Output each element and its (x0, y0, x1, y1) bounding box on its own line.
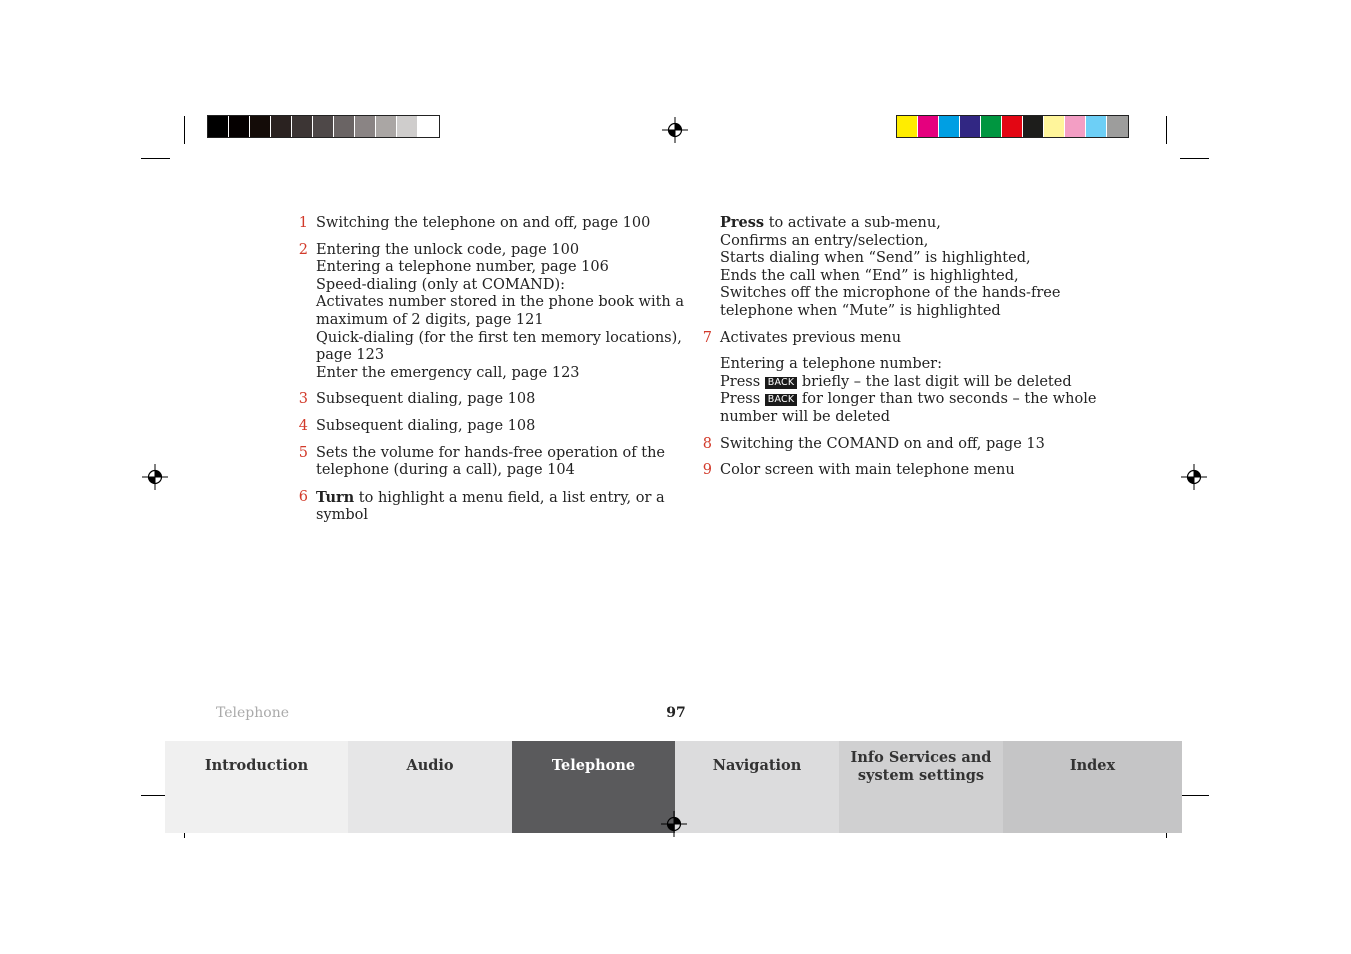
back-key-icon: BACK (765, 377, 798, 389)
tab-info-services[interactable] (839, 741, 1003, 833)
item-text: Activates previous menu (720, 329, 902, 346)
press-description (700, 214, 1100, 321)
item-number: 1 (298, 215, 308, 231)
list-item (296, 445, 666, 480)
item-text-rest: for longer than two seconds – the whole (797, 391, 1097, 408)
item-text: Switching the telephone on and off, page 100 (316, 215, 651, 231)
item-number: 3 (298, 391, 308, 408)
item-text-rest: to activate a sub-menu, (764, 215, 941, 231)
color-calibration-bar (896, 115, 1129, 138)
list-item (296, 241, 685, 383)
bold-keyword: Press (720, 214, 765, 231)
tab-telephone[interactable] (512, 741, 675, 833)
crop-mark (1166, 116, 1167, 144)
tab-navigation[interactable] (675, 741, 839, 833)
left-column (296, 215, 685, 534)
item-text (720, 374, 1100, 392)
list-item (296, 489, 666, 525)
item-text: symbol (316, 507, 369, 524)
item-number: 5 (298, 444, 308, 461)
item-text: Subsequent dialing, page 108 (316, 391, 536, 408)
list-item (296, 391, 666, 409)
item-text (316, 489, 666, 508)
crop-mark (1180, 795, 1209, 796)
list-item (700, 436, 1100, 454)
registration-mark-icon (142, 464, 168, 490)
item-text: Confirms an entry/selection, (720, 232, 929, 249)
item-text: Activates number stored in the phone book with a (316, 294, 685, 311)
item-text: telephone (during a call), page 104 (316, 462, 575, 479)
item-number: 2 (298, 241, 308, 258)
crop-mark (184, 116, 185, 144)
item-text: Entering a telephone number, page 106 (316, 259, 609, 276)
entering-number-description (700, 356, 1100, 426)
item-number: 9 (702, 462, 712, 479)
item-text-rest: to highlight a menu field, a list entry, or a (354, 489, 665, 506)
press-word: Press (720, 373, 761, 390)
tab-introduction[interactable] (165, 741, 348, 833)
item-text: Switches off the microphone of the hands-free (720, 285, 1061, 302)
item-text: Entering a telephone number: (720, 356, 942, 373)
list-item (700, 462, 1100, 480)
tab-label: Info Services and (850, 749, 992, 766)
item-text-rest: briefly – the last digit will be deleted (797, 373, 1072, 390)
item-text (720, 391, 1100, 409)
tab-label: Navigation (712, 757, 802, 774)
registration-mark-icon (1181, 464, 1207, 490)
item-text: Switching the COMAND on and off, page 13 (720, 435, 1045, 452)
press-word: Press (720, 391, 761, 408)
section-label: Telephone (216, 705, 290, 721)
tab-label: Introduction (204, 757, 309, 774)
crop-mark (1180, 158, 1209, 159)
tab-label: Audio (406, 757, 454, 774)
item-text: Speed-dialing (only at COMAND): (316, 276, 566, 293)
list-item (700, 330, 1100, 348)
item-text: Ends the call when “End” is highlighted, (720, 267, 1019, 284)
tab-label: system settings (857, 767, 985, 784)
item-text: maximum of 2 digits, page 121 (316, 311, 544, 328)
bold-keyword: Turn (316, 488, 355, 506)
item-text (720, 214, 1100, 233)
item-text: telephone when “Mute” is highlighted (720, 302, 1001, 319)
item-text: Entering the unlock code, page 100 (316, 241, 580, 258)
item-number: 6 (298, 488, 308, 505)
item-text: Subsequent dialing, page 108 (316, 417, 536, 434)
item-text: Quick-dialing (for the first ten memory locations), (316, 329, 682, 346)
item-number: 7 (702, 329, 712, 346)
item-text: number will be deleted (720, 408, 891, 425)
item-text: Color screen with main telephone menu (720, 462, 1015, 479)
item-text: Sets the volume for hands-free operation of the (316, 444, 665, 461)
item-number: 4 (298, 417, 308, 434)
grayscale-calibration-bar (207, 115, 440, 138)
tab-index[interactable] (1003, 741, 1182, 833)
item-text: page 123 (316, 347, 385, 364)
crop-mark (141, 158, 170, 159)
back-key-icon: BACK (765, 394, 798, 406)
right-column (700, 214, 1100, 489)
page-number: 97 (666, 705, 686, 721)
tab-audio[interactable] (348, 741, 512, 833)
registration-mark-icon (662, 117, 688, 143)
registration-mark-icon (661, 811, 687, 837)
list-item (296, 418, 666, 436)
list-item (296, 215, 666, 233)
item-text: Starts dialing when “Send” is highlighted, (720, 250, 1031, 267)
item-text: Enter the emergency call, page 123 (316, 364, 580, 381)
tab-label: Index (1069, 757, 1116, 774)
item-number: 8 (702, 435, 712, 452)
tab-label: Telephone (551, 757, 636, 774)
